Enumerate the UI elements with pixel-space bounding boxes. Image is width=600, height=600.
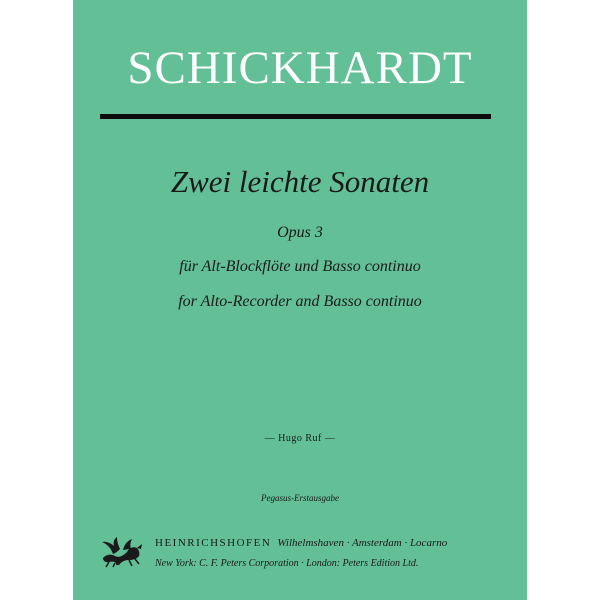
opus-number: Opus 3: [277, 224, 323, 241]
work-title: Zwei leichte Sonaten: [170, 164, 430, 199]
composer-name: SCHICKHARDT: [127, 42, 473, 94]
sheet-music-cover: [73, 0, 527, 600]
publisher-cities: Wilhelmshaven · Amsterdam · Locarno: [277, 537, 448, 549]
instrumentation-english: for Alto-Recorder and Basso continuo: [178, 293, 422, 310]
edition-note: Pegasus-Erstausgabe: [261, 493, 339, 503]
publisher-name: HEINRICHSHOFEN: [155, 537, 272, 549]
publisher-distributors: New York: C. F. Peters Corporation · London: Peters Edition Ltd.: [155, 558, 419, 569]
instrumentation-german: für Alt-Blockflöte und Basso continuo: [179, 258, 421, 275]
title-divider: [100, 114, 491, 119]
publisher-line: [155, 536, 515, 550]
editor-credit: — Hugo Ruf —: [264, 433, 336, 444]
pegasus-icon: [99, 536, 145, 568]
